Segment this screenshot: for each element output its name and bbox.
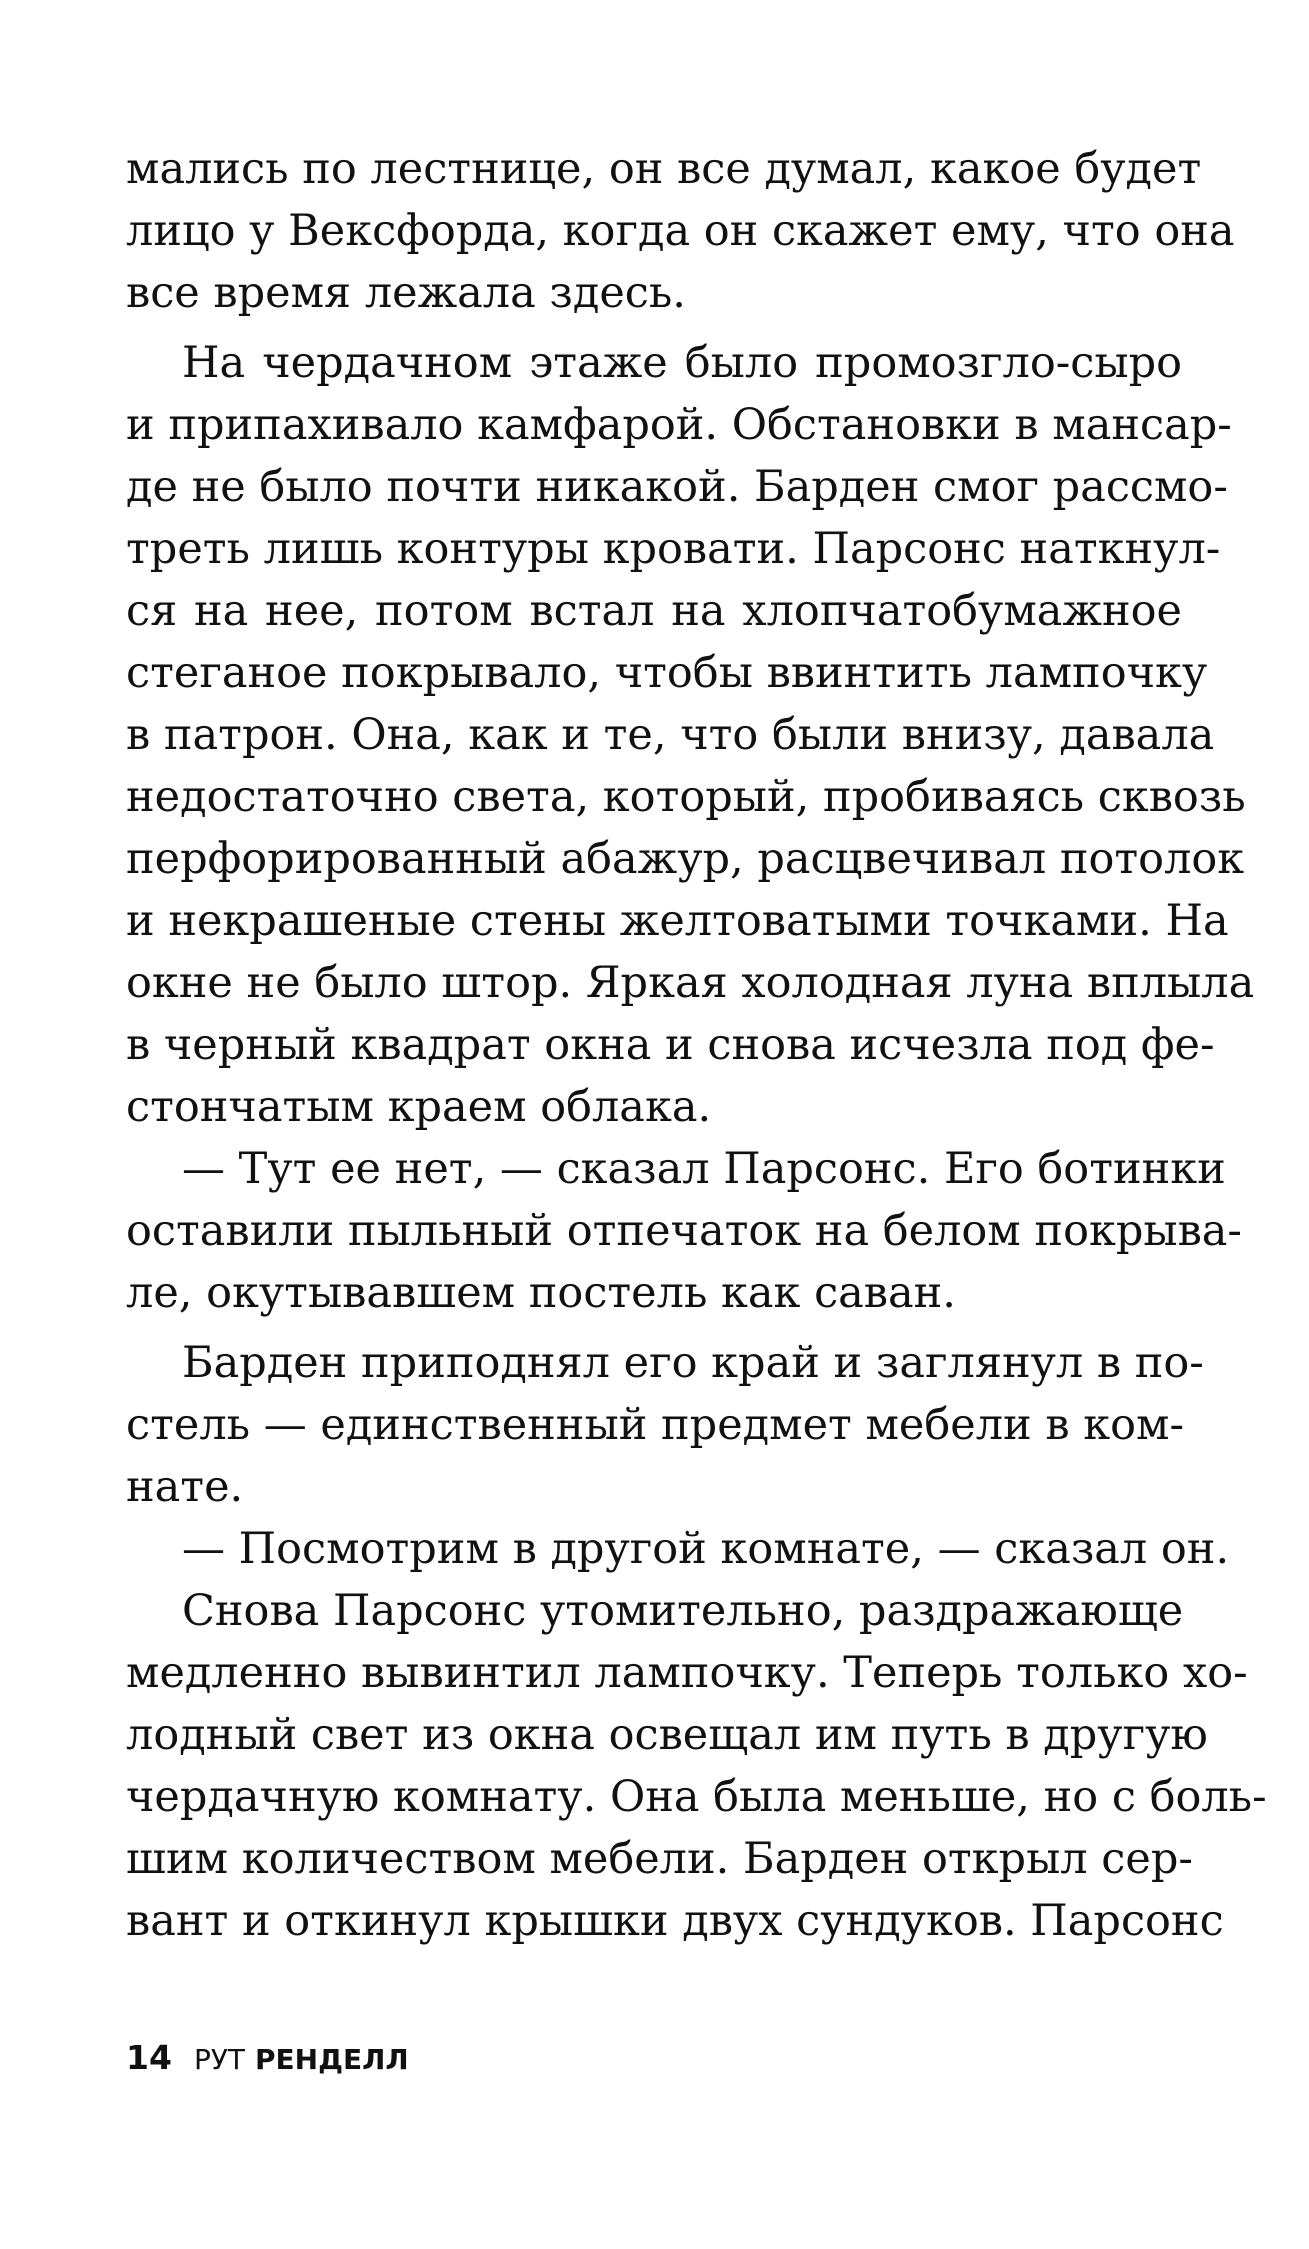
text-line: Снова Парсонс утомительно, раздражающе: [182, 1586, 1184, 1636]
body-text: [126, 138, 1267, 1952]
text-line: в черный квадрат окна и снова исчезла под фе-: [126, 1020, 1215, 1070]
text-line: нате.: [126, 1462, 244, 1512]
text-line: в патрон. Она, как и те, что были внизу, давала: [126, 710, 1215, 760]
text-line: окне не было штор. Яркая холодная луна вплыла: [126, 958, 1255, 1008]
text-line: шим количеством мебели. Барден открыл сер-: [126, 1834, 1193, 1884]
author-last-name: РЕНДЕЛЛ: [255, 2043, 409, 2076]
text-line: оставили пыльный отпечаток на белом покрыва-: [126, 1206, 1242, 1256]
text-line: и припахивало камфарой. Обстановки в мансар-: [126, 400, 1232, 450]
text-line: — Тут ее нет, — сказал Парсонс. Его ботинки: [182, 1144, 1226, 1194]
page-footer: [126, 2038, 409, 2088]
text-line: перфорированный абажур, расцвечивал потолок: [126, 834, 1245, 884]
text-line: де не было почти никакой. Барден смог рассмо-: [126, 462, 1228, 512]
text-line: медленно вывинтил лампочку. Теперь только хо-: [126, 1648, 1248, 1698]
text-line: — Посмотрим в другой комнате, — сказал он.: [182, 1524, 1230, 1574]
text-line: стеганое покрывало, чтобы ввинтить лампочку: [126, 648, 1208, 698]
text-line: и некрашеные стены желтоватыми точками. На: [126, 896, 1229, 946]
text-line: стель — единственный предмет мебели в ком-: [126, 1400, 1184, 1450]
text-line: На чердачном этаже было промозгло-сыро: [182, 338, 1182, 388]
text-line: чердачную комнату. Она была меньше, но с боль-: [126, 1772, 1267, 1822]
text-line: лицо у Вексфорда, когда он скажет ему, что она: [126, 206, 1235, 256]
author-first-name: РУТ: [193, 2043, 245, 2076]
text-line: недостаточно света, который, пробиваясь сквозь: [126, 772, 1246, 822]
text-line: лодный свет из окна освещал им путь в другую: [126, 1710, 1208, 1760]
text-line: ле, окутывавшем постель как саван.: [126, 1268, 956, 1318]
page-number: 14: [126, 2038, 172, 2077]
text-line: мались по лестнице, он все думал, какое будет: [126, 144, 1202, 194]
text-line: Барден приподнял его край и заглянул в по-: [182, 1338, 1204, 1388]
text-line: все время лежала здесь.: [126, 268, 686, 318]
text-line: ся на нее, потом встал на хлопчатобумажное: [126, 586, 1182, 636]
text-line: вант и откинул крышки двух сундуков. Парсонс: [126, 1896, 1224, 1946]
text-line: треть лишь контуры кровати. Парсонс наткнул-: [126, 524, 1221, 574]
text-line: стончатым краем облака.: [126, 1082, 712, 1132]
